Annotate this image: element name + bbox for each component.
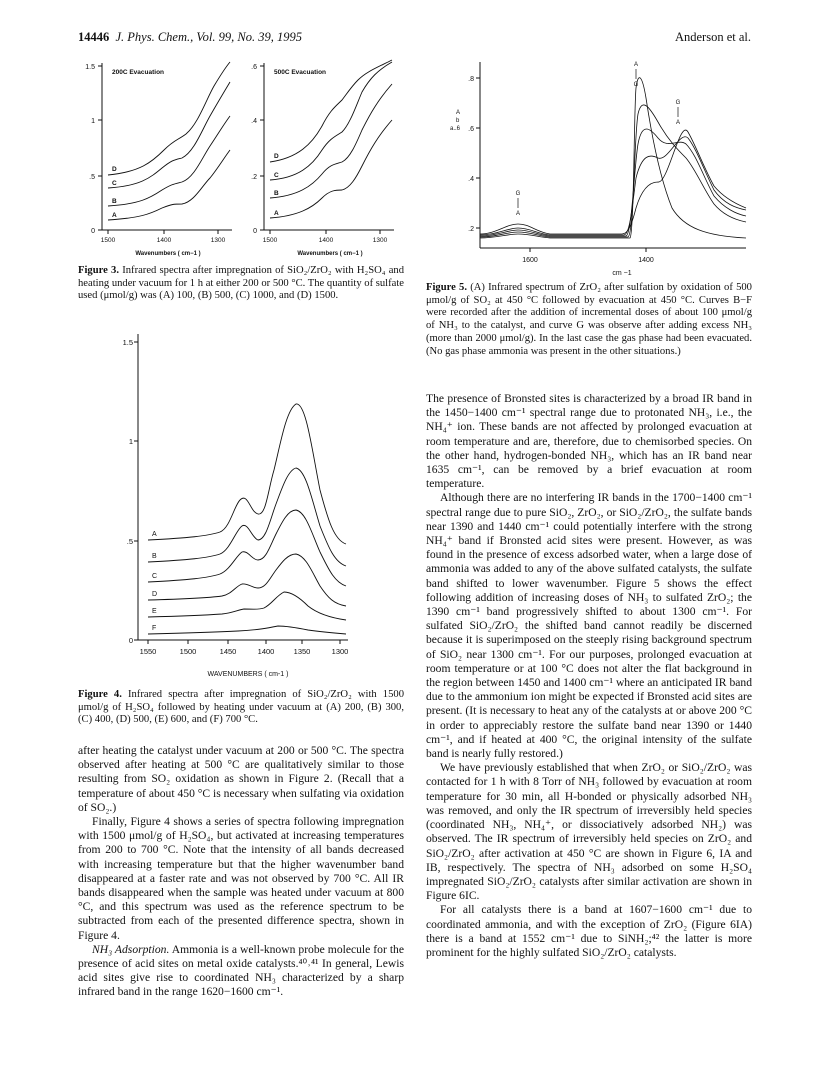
fig5-xtick-1: 1600 bbox=[522, 257, 538, 264]
left-paragraph-2: Finally, Figure 4 shows a series of spectra following impregnation with 1500 μmol/g of H₂SO₄, but activated at increasing temperatures from 200 to 700 °C. Note that the intensity of all bands decreased with increasing temperature but that the higher wavenumber band disappeared at a faster rate and was not observed by 700 °C. All IR bands disappeared when the sample was heated under vacuum at 800 °C, and this spectrum was used as the reference spectrum to be subtracted from each of the presented difference spectra, shown in Figure 4. bbox=[78, 815, 404, 942]
figure3-panel-500c bbox=[232, 58, 402, 258]
fig3a-ytick-4: 0 bbox=[91, 228, 95, 235]
fig3b-curve-b bbox=[270, 84, 392, 198]
fig3b-label-c: C bbox=[274, 172, 279, 179]
fig4-curve-c bbox=[148, 510, 346, 586]
fig4-xtick-3: 1450 bbox=[219, 647, 237, 656]
running-header-left bbox=[78, 30, 302, 45]
figure4-caption bbox=[78, 689, 404, 727]
fig4-label-d: D bbox=[152, 591, 158, 598]
fig5-ytick-2: .6 bbox=[468, 126, 474, 133]
fig5-annot3-bottom: A bbox=[675, 120, 681, 126]
fig4-label-c: C bbox=[152, 573, 158, 580]
figure3-caption-label: Figure 3. bbox=[78, 265, 119, 276]
fig5-curve-g bbox=[480, 130, 746, 234]
right-paragraph-2: Although there are no interfering IR bands in the 1700−1400 cm⁻¹ spectral range due to pure SiO₂, ZrO₂, or SiO₂/ZrO₂, the sulfate bands near 1390 and 1440 cm⁻¹ could potentially interfere with the strong NH₄⁺ band if Bronsted acid sites were present. However, as was found in the presence of excess adsorbed water, when a large dose of ammonia was added to any of the above sulfated catalysts, the sulfate band shifted to lower wavenumber. Figure 5 shows the effect following addition of increasing doses of NH₃ to sulfated ZrO₂; the 1390 cm⁻¹ band progressively shifted to about 1300 cm⁻¹. For sulfated SiO₂/ZrO₂ the shifted band cannot readily be discerned because it is superimposed on the steeply rising background spectrum of SiO₂ near 1300 cm⁻¹. For our purposes, prolonged evacuation at room temperature or at 100 °C does not alter the flat background in the region between 1450 and 1400 cm⁻¹ where an anticipated IR band due to the ammonium ion might be expected if Bronsted acid sites are present. (It is necessary to heat any of the catalysts at or above 200 °C in order to appreciably restore the sulfate band near 1390 or 1440 cm⁻¹, and if heated at 400 °C, the original intensity of the sulfate band is nearly fully restored.) bbox=[426, 491, 752, 761]
fig5-annot1-bottom: A bbox=[515, 211, 521, 217]
figure4-caption-label: Figure 4. bbox=[78, 689, 122, 700]
fig3b-ytick-1: .6 bbox=[251, 64, 257, 71]
fig4-curve-e bbox=[148, 592, 346, 620]
fig5-curve-f bbox=[480, 137, 746, 235]
fig4-ytick-3: .5 bbox=[126, 537, 133, 546]
right-column-text bbox=[426, 392, 752, 960]
fig4-curve-a bbox=[148, 404, 346, 544]
fig3b-curve-c bbox=[270, 62, 392, 180]
nh3-adsorption-heading: NH₃ Adsorption. bbox=[92, 942, 170, 956]
fig5-legend-letter-2: b bbox=[456, 118, 460, 124]
right-paragraph-1: The presence of Bronsted sites is characterized by a broad IR band in the 1450−1400 cm⁻¹ spectral range due to protonated NH₃, i.e., the NH₄⁺ ion. These bands are not affected by prolonged evacuation at room temperature and are, therefore, due to chemisorbed species. On the other hand, hydrogen-bonded NH₃, which has an IR band near 1635 cm⁻¹, can be removed by a brief evacuation at room temperature. bbox=[426, 392, 752, 491]
fig3b-ytick-2: .4 bbox=[251, 118, 257, 125]
figure3-caption-text: Infrared spectra after impregnation of SiO₂/ZrO₂ with H₂SO₄ and heating under vacuum for 1 h at either 200 or 500 °C. The quantity of sulfate used (μmol/g) was (A) 100, (B) 500, (C) 1000, and (D) 1500. bbox=[78, 265, 404, 302]
fig3a-curve-a bbox=[108, 150, 230, 220]
running-header-authors: Anderson et al. bbox=[674, 30, 751, 44]
fig3b-title: 500C Evacuation bbox=[274, 69, 327, 76]
fig4-label-a: A bbox=[152, 531, 157, 538]
fig3b-xtick-3: 1300 bbox=[372, 237, 388, 244]
fig3a-title: 200C Evacuation bbox=[112, 69, 165, 76]
left-paragraph-1: after heating the catalyst under vacuum at 200 or 500 °C. The spectra observed after heating at 500 °C are qualitatively similar to those resulting from SO₂ oxidation as shown in Figure 2. (Recall that a temperature of about 450 °C is necessary when sulfating via oxidation of SO₂.) bbox=[78, 744, 404, 814]
figure5-plot bbox=[446, 58, 756, 278]
fig3b-label-d: D bbox=[274, 153, 279, 160]
fig5-annot1-top: G bbox=[515, 191, 521, 197]
figure4-caption-text: Infrared spectra after impregnation of SiO₂/ZrO₂ with 1500 μmol/g of H₂SO₄ followed by heating under vacuum at (A) 200, (B) 300, (C) 400, (D) 500, (E) 600, and (F) 700 °C. bbox=[78, 689, 404, 726]
fig5-legend-letter-3: a..6 bbox=[450, 126, 461, 132]
left-paragraph-3 bbox=[78, 943, 404, 1000]
figure4-plot bbox=[108, 330, 368, 690]
fig3a-curve-d bbox=[108, 62, 230, 175]
figure5-caption-text: (A) Infrared spectrum of ZrO₂ after sulfation by oxidation of 500 μmol/g of SO₂ at 450 °C followed by evacuation at 450 °C. Curves B−F were recorded after the addition of incremental doses of about 100 μmol/g of NH₃ to the catalyst, and curve G was observe after adding excess NH₃ (more than 2000 μmol/g). In the last case the gas phase had been evacuated. (No gas phase ammonia was present in the other situations.) bbox=[426, 282, 752, 357]
fig3a-label-b: B bbox=[112, 198, 117, 205]
fig3a-label-c: C bbox=[112, 180, 117, 187]
fig3b-xtick-2: 1400 bbox=[318, 237, 334, 244]
fig4-xtick-6: 1300 bbox=[331, 647, 349, 656]
fig3a-xtick-2: 1400 bbox=[156, 237, 172, 244]
fig4-ytick-2: 1 bbox=[128, 437, 133, 446]
fig5-annot2-top: A bbox=[633, 62, 639, 68]
figure5-caption bbox=[426, 282, 752, 358]
fig3a-ytick-2: 1 bbox=[91, 118, 95, 125]
right-paragraph-4: For all catalysts there is a band at 1607−1600 cm⁻¹ due to coordinated ammonia, and with the exception of ZrO₂ (Figure 6IA) there is a band at 1552 cm⁻¹ due to SiNH₂;⁴² the latter is more prominent for the highly sulfated SiO₂/ZrO₂ catalysts. bbox=[426, 903, 752, 959]
fig3a-ytick-1: 1.5 bbox=[85, 64, 95, 71]
page-number: 14446 bbox=[78, 30, 110, 44]
fig3b-curve-a bbox=[270, 120, 392, 218]
fig4-label-e: E bbox=[152, 608, 157, 615]
fig4-curve-f bbox=[148, 626, 346, 634]
journal-citation: J. Phys. Chem., Vol. 99, No. 39, 1995 bbox=[115, 30, 302, 44]
fig3b-ytick-4: 0 bbox=[253, 228, 257, 235]
fig3a-ytick-3: .5 bbox=[89, 174, 95, 181]
fig5-curve-e bbox=[480, 129, 746, 236]
fig5-ytick-4: .2 bbox=[468, 226, 474, 233]
fig4-label-f: F bbox=[152, 625, 157, 632]
fig3a-label-a: A bbox=[112, 212, 117, 219]
fig3b-xtick-1: 1500 bbox=[262, 237, 278, 244]
fig3a-xtick-1: 1500 bbox=[100, 237, 116, 244]
fig4-xtick-5: 1350 bbox=[293, 647, 311, 656]
fig3b-xlabel: Wavenumbers ( cm−1 ) bbox=[297, 251, 363, 257]
fig3b-ytick-3: .2 bbox=[251, 174, 257, 181]
fig5-ytick-1: .8 bbox=[468, 76, 474, 83]
fig4-xtick-2: 1500 bbox=[179, 647, 197, 656]
figure3-caption bbox=[78, 265, 404, 303]
figure5-caption-label: Figure 5. bbox=[426, 282, 467, 293]
fig5-annot2-bottom: G bbox=[633, 82, 639, 88]
fig4-xtick-1: 1550 bbox=[139, 647, 157, 656]
fig5-xlabel: cm −1 bbox=[612, 270, 632, 277]
fig3a-curve-b bbox=[108, 116, 230, 206]
fig3a-xlabel: Wavenumbers ( cm−1 ) bbox=[135, 251, 201, 257]
left-column-text bbox=[78, 744, 404, 1000]
fig4-xtick-4: 1400 bbox=[257, 647, 275, 656]
fig5-legend-letter-1: A bbox=[456, 110, 461, 116]
fig4-ytick-4: 0 bbox=[128, 636, 133, 645]
fig5-xtick-2: 1400 bbox=[638, 257, 654, 264]
right-paragraph-3: We have previously established that when ZrO₂ or SiO₂/ZrO₂ was contacted for 1 h with 8 Torr of NH₃ followed by evacuation at room temperature for 30 min, all H-bonded or physically adsorbed NH₃ was removed, and only the IR spectrum of irreversibly held species (coordinated NH₃, NH₄⁺, or dissociatively adsorbed NH₂) was observed. The IR spectrum of irreversibly held species on ZrO₂ and SiO₂/ZrO₂ after activation at 450 °C are shown in Figure 6, IA and IB, respectively. The spectra of NH₃ adsorbed on some H₂SO₄ impregnated SiO₂/ZrO₂ catalysts after similar activation are shown in Figure 6IC. bbox=[426, 761, 752, 903]
fig3a-label-d: D bbox=[112, 166, 117, 173]
left-paragraph-3-text: Ammonia is a well-known probe molecule for the presence of acid sites on metal oxide catalysts.⁴⁰˒⁴¹ In general, Lewis acid sites give rise to coordinated NH₃ characterized by a sharp infrared band in the range 1620−1600 cm⁻¹. bbox=[78, 942, 404, 999]
fig4-curve-b bbox=[148, 468, 346, 566]
figure3-panel-200c bbox=[70, 58, 240, 258]
fig4-xlabel: WAVENUMBERS ( cm-1 ) bbox=[207, 671, 289, 678]
fig3a-xtick-3: 1300 bbox=[210, 237, 226, 244]
fig5-annot3-top: G bbox=[675, 100, 681, 106]
fig3b-label-b: B bbox=[274, 190, 279, 197]
fig5-ytick-3: .4 bbox=[468, 176, 474, 183]
fig4-label-b: B bbox=[152, 553, 157, 560]
fig3b-label-a: A bbox=[274, 210, 279, 217]
fig4-ytick-1: 1.5 bbox=[122, 338, 133, 347]
